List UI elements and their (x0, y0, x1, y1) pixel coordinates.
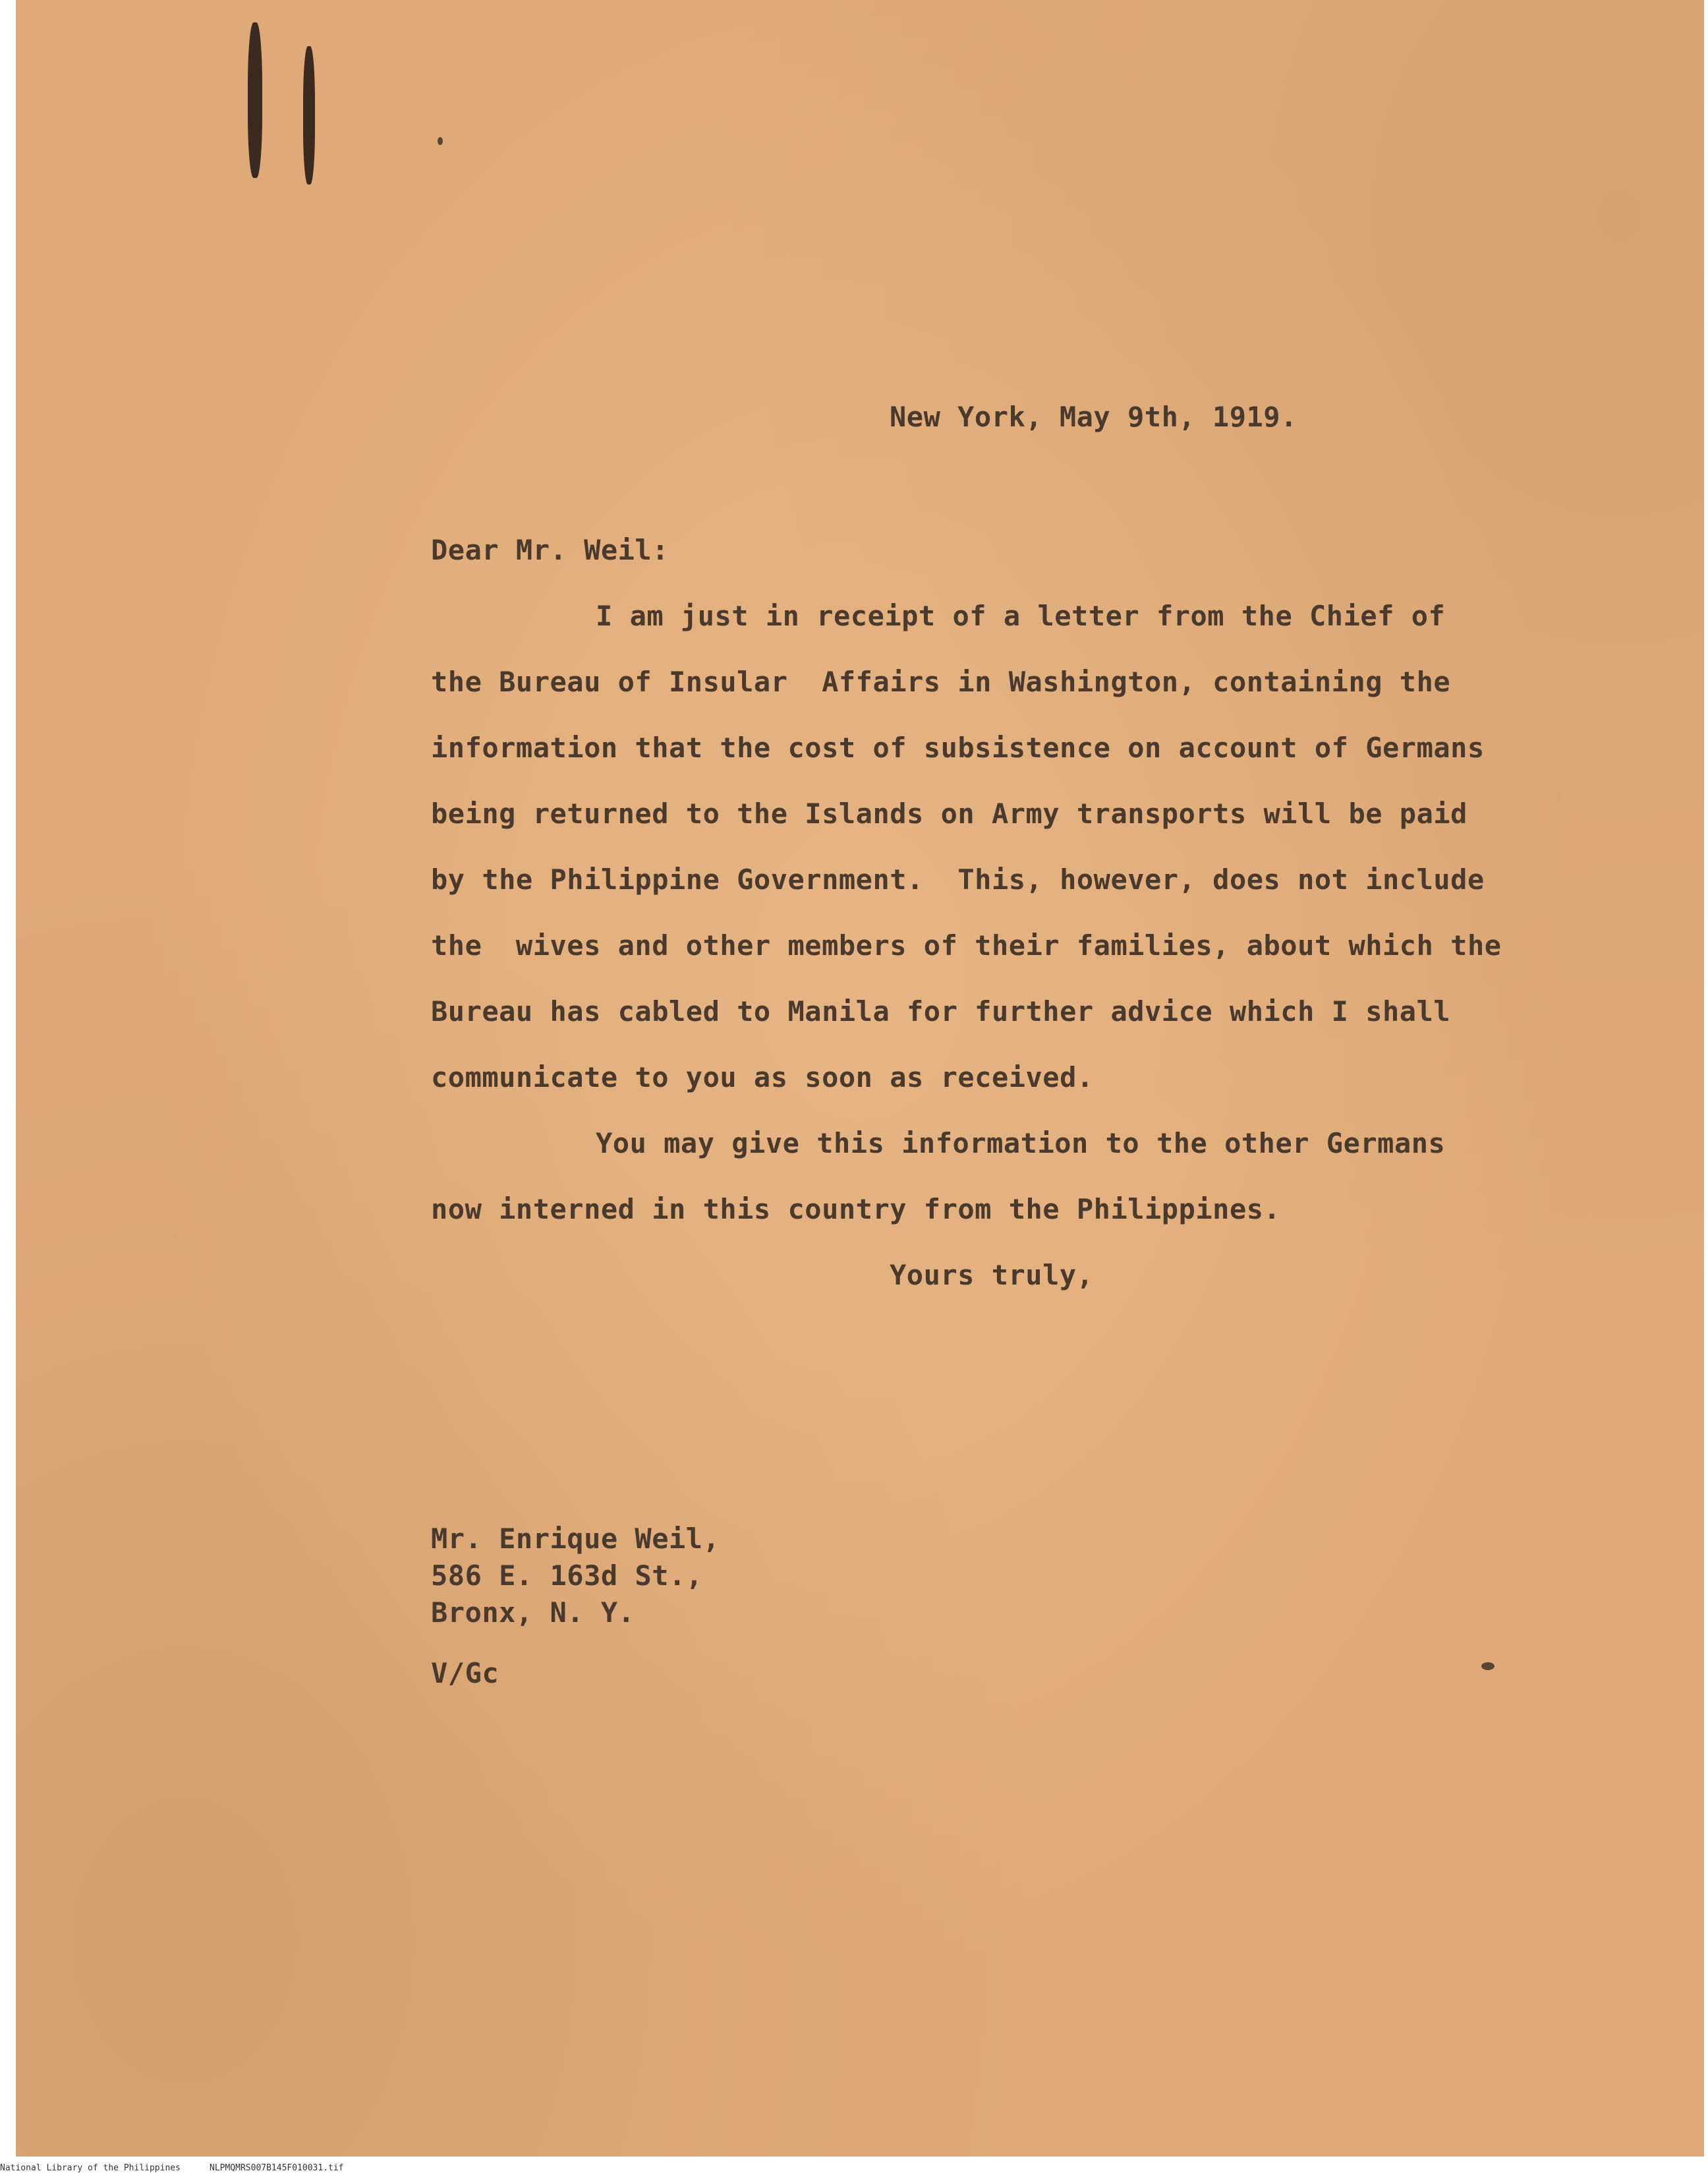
recipient-city: Bronx, N. Y. (431, 1596, 635, 1629)
paragraph1-line: communicate to you as soon as received. (431, 1061, 1094, 1093)
archive-footer-label: National Library of the Philippines (0, 2163, 181, 2173)
paragraph1-line: information that the cost of subsistence on account of Germans (431, 732, 1485, 764)
letter-date: New York, May 9th, 1919. (890, 401, 1297, 433)
ink-stain-mark (248, 22, 262, 178)
paragraph1-line: Bureau has cabled to Manila for further advice which I shall (431, 995, 1451, 1028)
paragraph1-line: the Bureau of Insular Affairs in Washington, containing the (431, 666, 1451, 698)
paragraph1-line: being returned to the Islands on Army transports will be paid (431, 798, 1467, 830)
archive-footer-filename: NLPMQMRS007B145F010031.tif (210, 2163, 344, 2173)
recipient-street: 586 E. 163d St., (431, 1559, 703, 1592)
paragraph1-line: the wives and other members of their families, about which the (431, 929, 1502, 962)
paragraph1-line: I am just in receipt of a letter from the Chief of (596, 600, 1446, 632)
paragraph2-line: now interned in this country from the Philippines. (431, 1193, 1281, 1225)
paragraph1-line: by the Philippine Government. This, however, does not include (431, 863, 1485, 896)
ink-speck (1481, 1662, 1494, 1670)
recipient-name: Mr. Enrique Weil, (431, 1522, 720, 1555)
paragraph2-line: You may give this information to the other Germans (596, 1127, 1446, 1159)
ink-speck (438, 137, 443, 145)
ink-stain-mark (303, 46, 315, 185)
reference-initials: V/Gc (431, 1657, 499, 1689)
letter-closing: Yours truly, (890, 1259, 1094, 1291)
letter-salutation: Dear Mr. Weil: (431, 534, 669, 566)
